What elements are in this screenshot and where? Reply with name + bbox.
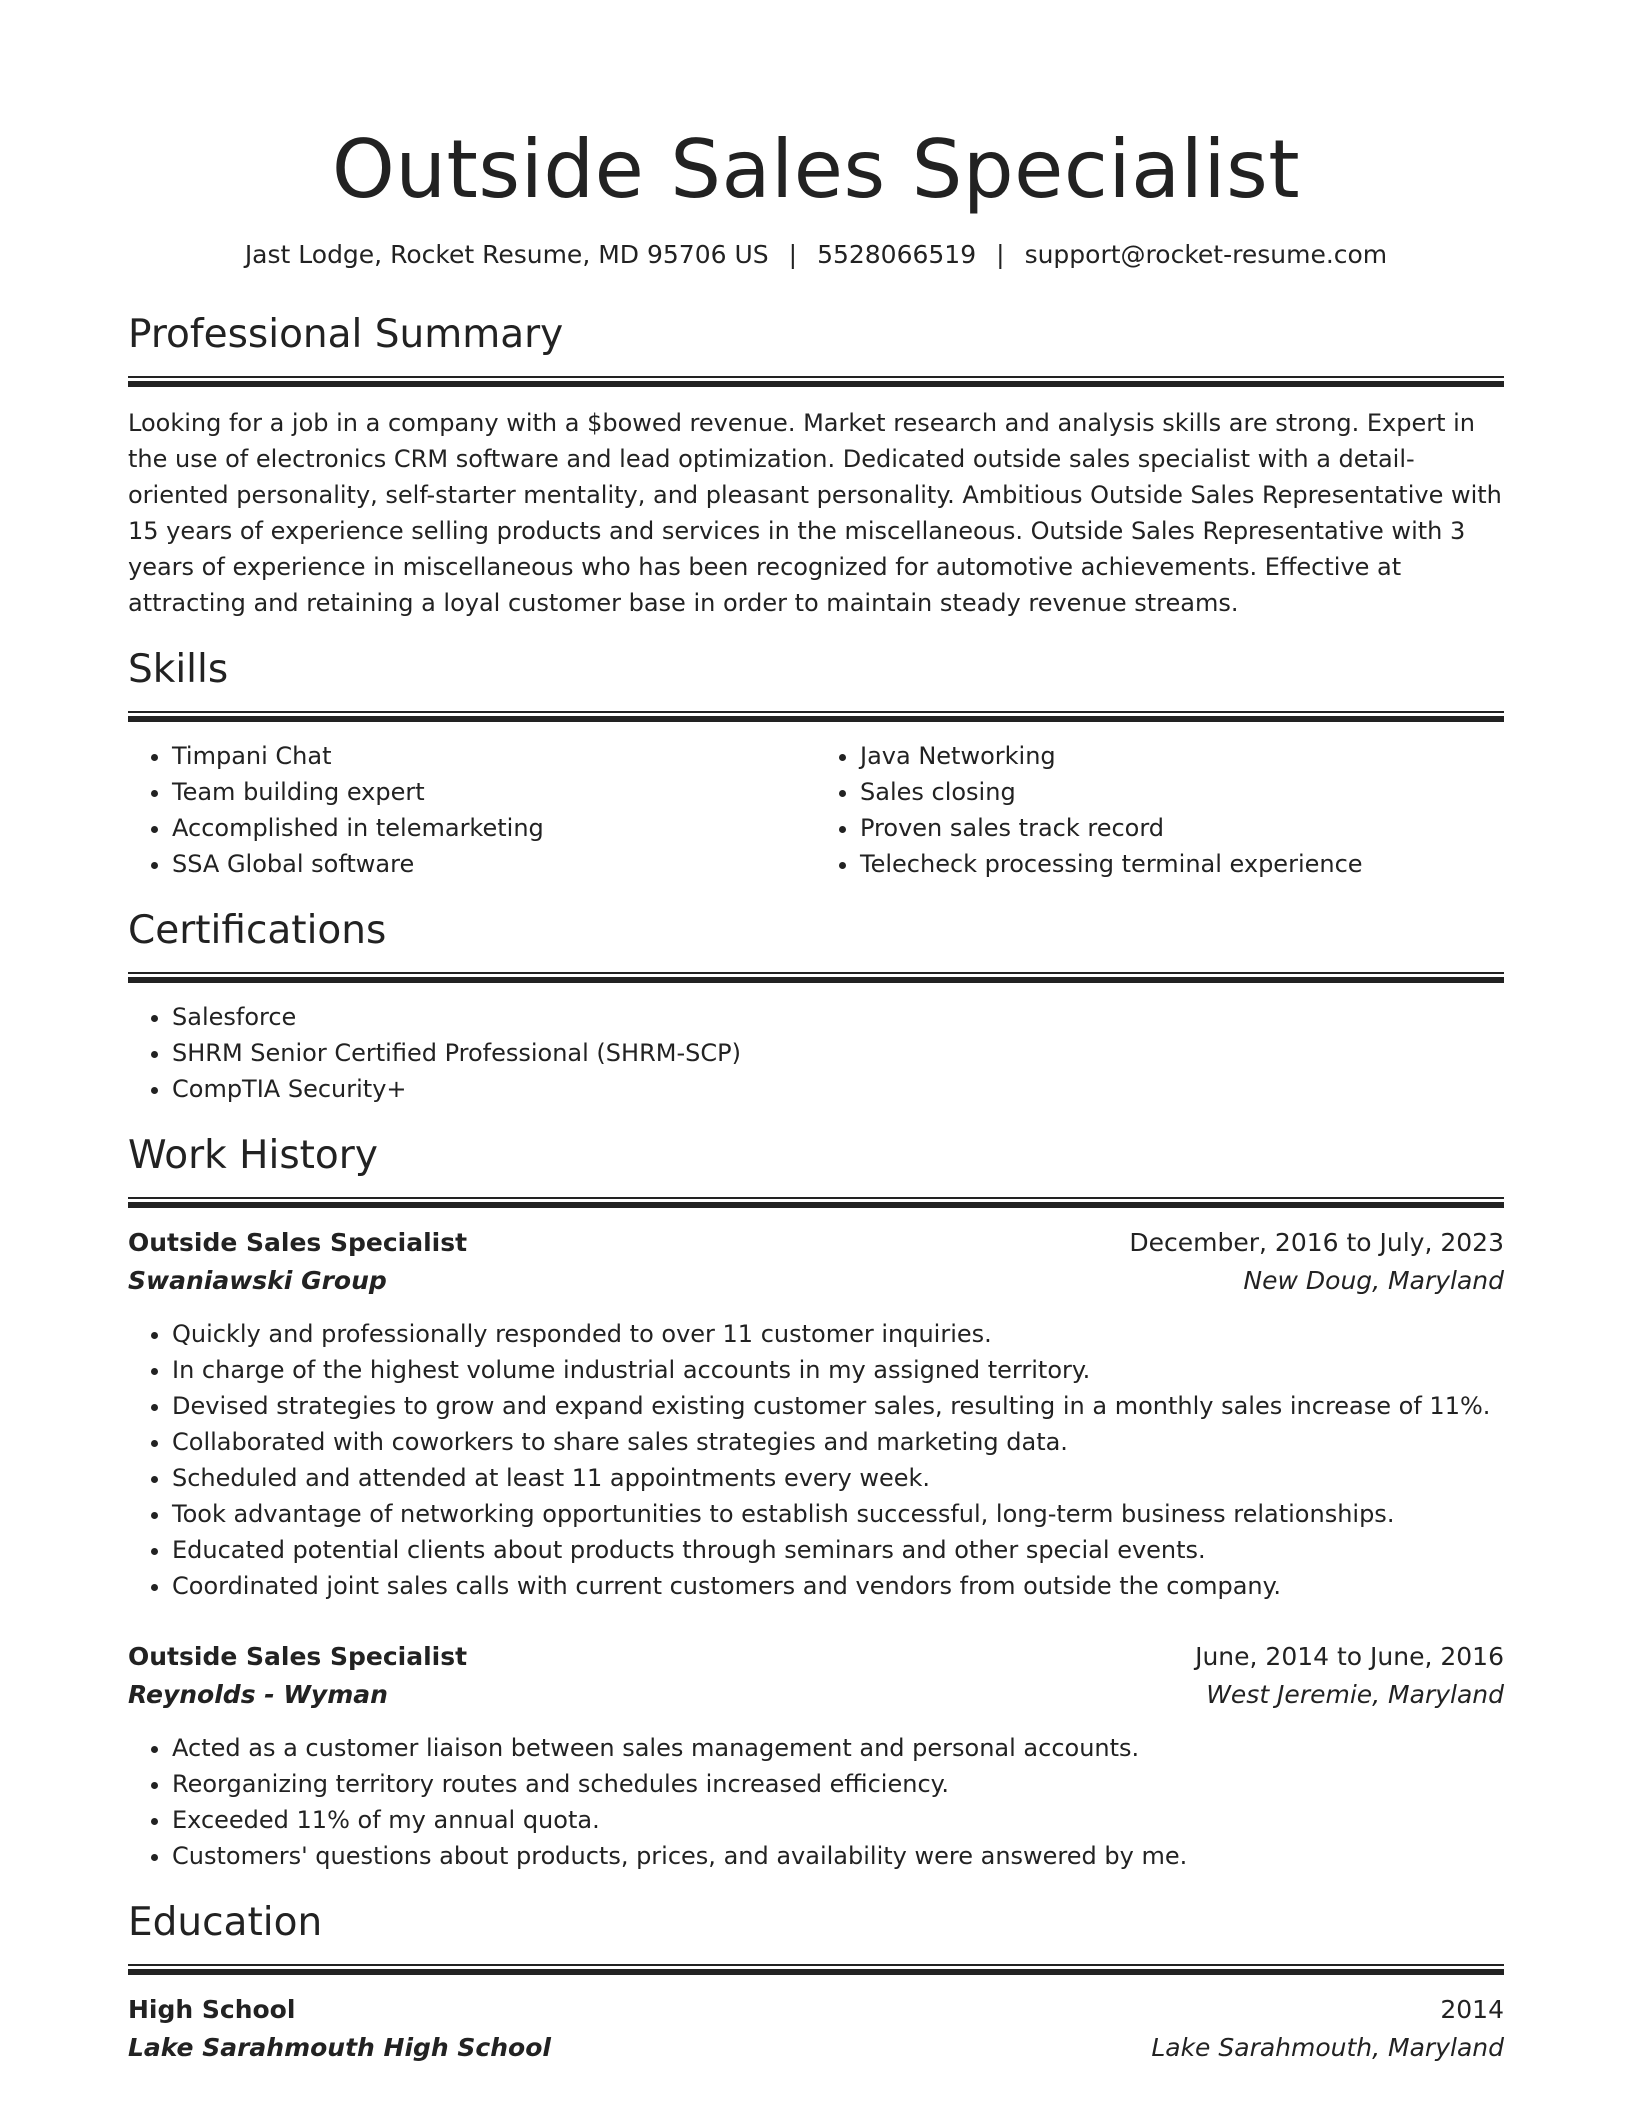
skills-list-left bbox=[128, 738, 816, 882]
section-divider bbox=[128, 1964, 1504, 1975]
job-bullet: • Devised strategies to grow and expand existing customer sales, resulting in a monthly sales increase of 11%. bbox=[172, 1388, 1504, 1424]
certification-item: • Salesforce bbox=[172, 999, 1504, 1035]
job-title: Outside Sales Specialist bbox=[128, 1642, 468, 1671]
summary-text: Looking for a job in a company with a $bowed revenue. Market research and analysis skills are strong. Expert in the use of electronics CRM software and lead optimization. Dedicated outside sales specialist with a detail-oriented personality, self-starter mentality, and pleasant personality. Ambitious Outside Sales Representative with 15 years of experience selling products and services in the miscellaneous. Outside Sales Representative with 3 years of experience in miscellaneous who has been recognized for automotive achievements. Effective at attracting and retaining a loyal customer base in order to maintain steady revenue streams. bbox=[128, 409, 1502, 617]
job-bullet: • Customers' questions about products, prices, and availability were answered by me. bbox=[172, 1838, 1504, 1874]
section-divider bbox=[128, 972, 1504, 983]
skill-item: • Telecheck processing terminal experience bbox=[860, 846, 1504, 882]
skill-item: • Sales closing bbox=[860, 774, 1504, 810]
education-section bbox=[128, 1898, 1504, 2067]
job-bullet: • Coordinated joint sales calls with current customers and vendors from outside the company. bbox=[172, 1568, 1504, 1604]
skill-item: • Timpani Chat bbox=[172, 738, 816, 774]
education-header bbox=[128, 1991, 1504, 2029]
education-year: 2014 bbox=[1440, 1995, 1504, 2024]
job-header bbox=[128, 1224, 1504, 1262]
work-heading: Work History bbox=[128, 1133, 378, 1178]
summary-section bbox=[128, 310, 1504, 621]
skills-grid bbox=[128, 738, 1504, 882]
skill-item: • Proven sales track record bbox=[860, 810, 1504, 846]
job-bullet: • Exceeded 11% of my annual quota. bbox=[172, 1802, 1504, 1838]
contact-separator: | bbox=[788, 240, 798, 269]
job-title: Outside Sales Specialist bbox=[128, 1228, 468, 1257]
education-entry bbox=[128, 1991, 1504, 2067]
work-section bbox=[128, 1131, 1504, 1874]
job-bullets bbox=[128, 1730, 1504, 1874]
job-entry bbox=[128, 1224, 1504, 1604]
education-degree: High School bbox=[128, 1995, 296, 2024]
skills-list-right bbox=[816, 738, 1504, 882]
section-divider bbox=[128, 1197, 1504, 1208]
certifications-heading: Certifications bbox=[128, 908, 387, 953]
job-bullet: • Took advantage of networking opportunities to establish successful, long-term business relationships. bbox=[172, 1496, 1504, 1532]
job-company: Reynolds - Wyman bbox=[128, 1680, 388, 1709]
job-bullet: • Scheduled and attended at least 11 appointments every week. bbox=[172, 1460, 1504, 1496]
job-dates: December, 2016 to July, 2023 bbox=[1129, 1228, 1504, 1257]
skill-item: • Java Networking bbox=[860, 738, 1504, 774]
education-location: Lake Sarahmouth, Maryland bbox=[1151, 2033, 1504, 2062]
job-bullet: • In charge of the highest volume industrial accounts in my assigned territory. bbox=[172, 1352, 1504, 1388]
education-subheader bbox=[128, 2029, 1504, 2067]
resume-name: Outside Sales Specialist bbox=[331, 123, 1301, 216]
job-location: New Doug, Maryland bbox=[1243, 1266, 1504, 1295]
contact-separator: | bbox=[996, 240, 1005, 269]
skills-column-right bbox=[816, 738, 1504, 882]
section-divider bbox=[128, 376, 1504, 387]
job-bullet: • Acted as a customer liaison between sales management and personal accounts. bbox=[172, 1730, 1504, 1766]
certifications-list bbox=[128, 999, 1504, 1107]
skill-item: • SSA Global software bbox=[172, 846, 816, 882]
job-company: Swaniawski Group bbox=[128, 1266, 387, 1295]
job-bullet: • Reorganizing territory routes and schedules increased efficiency. bbox=[172, 1766, 1504, 1802]
job-dates: June, 2014 to June, 2016 bbox=[1195, 1642, 1504, 1671]
summary-heading: Professional Summary bbox=[128, 312, 564, 357]
job-bullet: • Collaborated with coworkers to share sales strategies and marketing data. bbox=[172, 1424, 1504, 1460]
skill-item: • Accomplished in telemarketing bbox=[172, 810, 816, 846]
section-divider bbox=[128, 711, 1504, 722]
job-subheader bbox=[128, 1676, 1504, 1714]
job-location: West Jeremie, Maryland bbox=[1206, 1680, 1504, 1709]
contact-line bbox=[128, 238, 1504, 272]
certifications-section bbox=[128, 906, 1504, 1107]
skills-section bbox=[128, 645, 1504, 882]
job-bullet: • Educated potential clients about products through seminars and other special events. bbox=[172, 1532, 1504, 1568]
job-subheader bbox=[128, 1262, 1504, 1300]
skills-heading: Skills bbox=[128, 647, 229, 692]
skills-column-left bbox=[128, 738, 816, 882]
certification-item: • CompTIA Security+ bbox=[172, 1071, 1504, 1107]
education-school: Lake Sarahmouth High School bbox=[128, 2033, 551, 2062]
education-heading: Education bbox=[128, 1900, 323, 1945]
job-header bbox=[128, 1638, 1504, 1676]
contact-phone: 5528066519 bbox=[817, 240, 977, 269]
skill-item: • Team building expert bbox=[172, 774, 816, 810]
contact-email: support@rocket-resume.com bbox=[1024, 240, 1388, 269]
job-bullet: • Quickly and professionally responded to over 11 customer inquiries. bbox=[172, 1316, 1504, 1352]
contact-address: Jast Lodge, Rocket Resume, MD 95706 US bbox=[244, 240, 769, 269]
job-bullets bbox=[128, 1316, 1504, 1604]
job-entry bbox=[128, 1638, 1504, 1874]
certification-item: • SHRM Senior Certified Professional (SHRM-SCP) bbox=[172, 1035, 1504, 1071]
